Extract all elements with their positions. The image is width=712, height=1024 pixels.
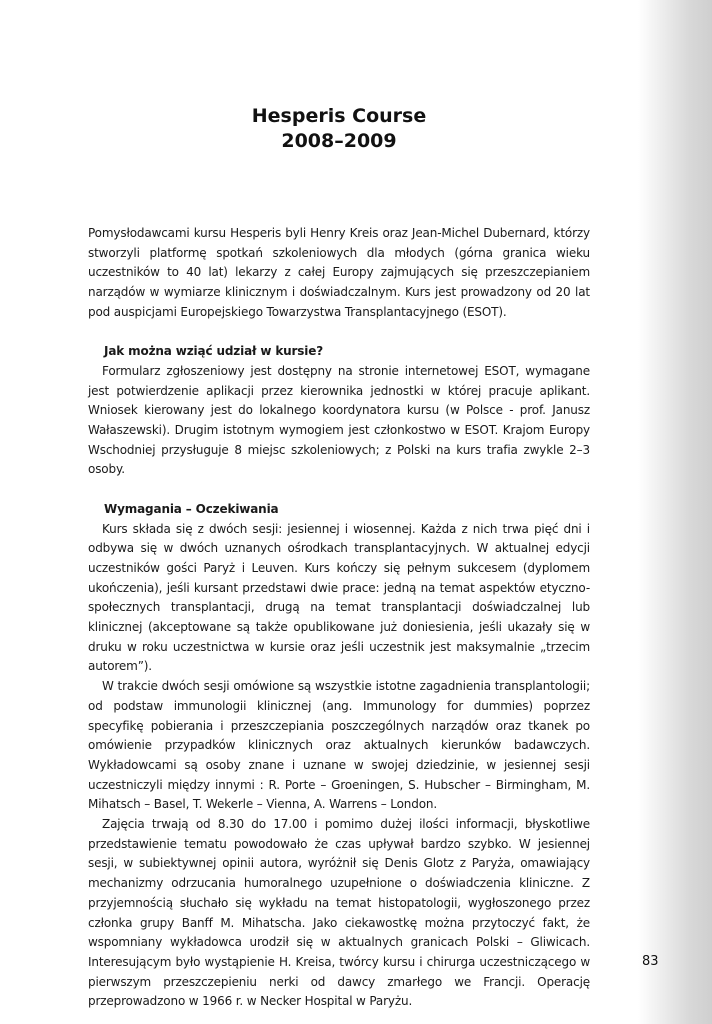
page-number: 83 <box>642 954 659 969</box>
requirements-paragraph-3: Zajęcia trwają od 8.30 do 17.00 i pomimo dużej ilości informacji, błyskotliwe przedstawienie tematu powodowało że czas upływał bardzo szybko. W jesiennej sesji, w subiektywnej opinii autora, wyróżnił się Denis Glotz z Paryża, omawiający mechanizmy odrzucania humoralnego uzupełnione o doświadczenia kliniczne. Z przyjemnością słuchało się wykładu na temat histopatologii, wygłoszonego przez członka grupy Banff M. Mihatscha. Jako ciekawostkę można przytoczyć fakt, że wspomniany wykładowca urodził się w aktualnych granicach Polski – Gliwicach. Interesującym było wystąpienie H. Kreisa, twórcy kursu i chirurga uczestniczącego w pierwszym przeszczepieniu nerki od dawcy zmarłego we Francji. Operację przeprowadzono w 1966 r. w Necker Hospital w Paryżu. <box>88 817 590 1009</box>
requirements-paragraph-2: W trakcie dwóch sesji omówione są wszystkie istotne zagadnienia transplantologii; od podstaw immunologii klinicznej (ang. Immunology for dummies) poprzez specyfikę pobierania i przeszczepiania poszczególnych narządów oraz tkanek po omówienie przypadków klinicznych oraz aktualnych kierunków badawczych. Wykładowcami są osoby znane i uznane w swojej dziedzinie, w jesiennej sesji uczestniczyli między innymi : R. Porte – Groeningen, S. Hubscher – Birmingham, M. Mihatsch – Basel, T. Wekerle – Vienna, A. Warrens – London. <box>88 679 590 812</box>
title-line-1: Hesperis Course <box>251 105 427 127</box>
intro-paragraph: Pomysłodawcami kursu Hesperis byli Henry Kreis oraz Jean-Michel Dubernard, którzy stworzyli platformę spotkań szkoleniowych dla młodych (górna granica wieku uczestników to 40 lat) lekarzy z całej Europy zajmujących się przeszczepianiem narządów w wymiarze klinicznym i doświadczalnym. Kurs jest prowadzony od 20 lat pod auspicjami Europejskiego Towarzystwa Transplantacyjnego (ESOT). <box>88 226 590 319</box>
page-edge-shadow <box>638 0 712 1024</box>
section-participation-paragraph: Formularz zgłoszeniowy jest dostępny na stronie internetowej ESOT, wymagane jest potwierdzenie aplikacji przez kierownika jednostki w której pracuje aplikant. Wniosek kierowany jest do lokalnego koordynatora kursu (w Polsce - prof. Janusz Wałaszewski). Drugim istotnym wymogiem jest członkostwo w ESOT. Krajom Europy Wschodniej przysługuje 8 miejsc szkoleniowych; z Polski na kurs trafia zwykle 2–3 osoby. <box>88 363 590 477</box>
document-page <box>88 104 590 1012</box>
article-title <box>88 104 590 154</box>
requirements-paragraph-1: Kurs składa się z dwóch sesji: jesiennej i wiosennej. Każda z nich trwa pięć dni i odbywa się w dwóch uznanych ośrodkach transplantacyjnych. W aktualnej edycji uczestników gości Paryż i Leuven. Kurs kończy się pełnym sukcesem (dyplomem ukończenia), jeśli kursant przedstawi dwie prace: jedną na temat aspektów etyczno-społecznych transplantacji, drugą na temat transplantacji doświadczalnej lub klinicznej (akceptowane są także opublikowane już doniesienia, jeśli ukazały się w druku w roku uczestnictwa w kursie oraz jeśli uczestnik jest maksymalnie „trzecim autorem”). <box>88 521 590 674</box>
article-body <box>88 224 590 1012</box>
section-heading-requirements: Wymagania – Oczekiwania <box>104 501 279 516</box>
title-line-2: 2008–2009 <box>281 130 397 152</box>
section-heading-participation: Jak można wziąć udział w kursie? <box>104 344 324 359</box>
